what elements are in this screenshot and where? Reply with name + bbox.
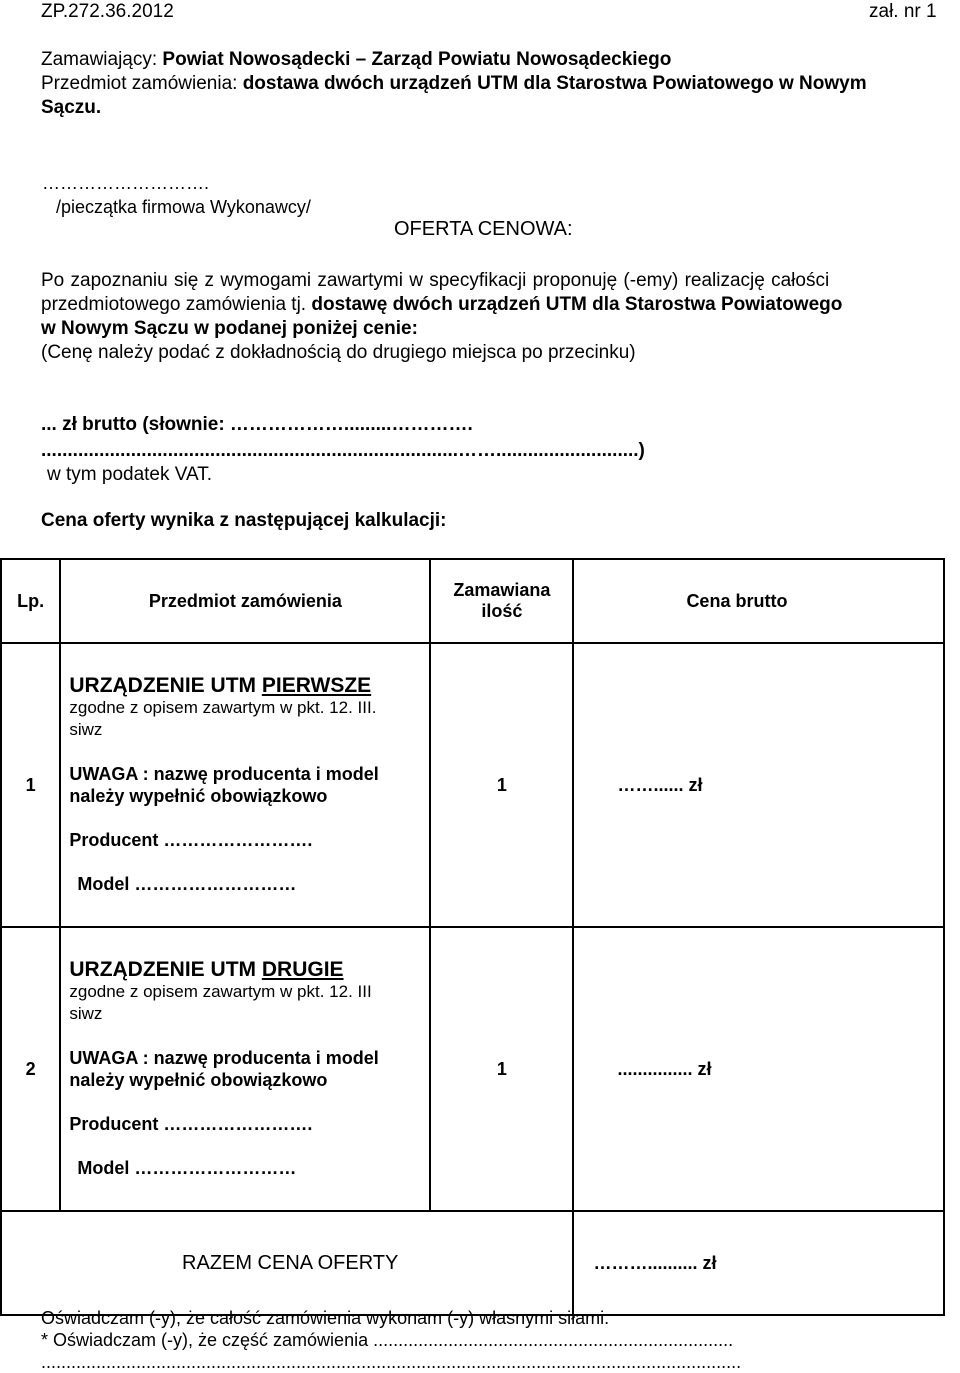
row-lp: 2 — [1, 927, 60, 1211]
footer-line-2: * Oświadczam (-y), że część zamówienia ........................................................................ — [41, 1330, 734, 1350]
header-przedmiot: Przedmiot zamówienia — [60, 559, 430, 643]
zamawiajacy-line — [41, 49, 671, 71]
zamawiajacy-value: Powiat Nowosądecki – Zarząd Powiatu Nowosądeckiego — [162, 49, 672, 70]
stamp-dots: ………………………. — [42, 173, 210, 193]
table-header-row — [1, 559, 944, 643]
item-title — [69, 959, 429, 981]
offer-paragraph-plain: przedmiotowego zamówienia tj. — [41, 294, 312, 315]
price-line-1: ... zł brutto (słownie: ……………….........…………. — [41, 414, 473, 435]
item-note-line-1: UWAGA : nazwę producenta i model — [69, 1048, 379, 1068]
offer-title: OFERTA CENOWA: — [394, 218, 573, 240]
item-model-field[interactable]: Model ……………………… — [77, 874, 297, 894]
item-title-prefix: URZĄDZENIE UTM — [69, 958, 262, 981]
przedmiot-line — [41, 73, 867, 95]
total-value-cell[interactable] — [573, 1211, 944, 1315]
header-ilosc-line-1: Zamawiana — [453, 580, 551, 600]
item-title-underlined: PIERWSZE — [261, 674, 372, 697]
table-row — [1, 643, 944, 927]
row-ilosc: 1 — [430, 927, 573, 1211]
stamp-label: /pieczątka firmowa Wykonawcy/ — [56, 197, 311, 217]
item-spec-line-2: siwz — [69, 1004, 103, 1023]
row-cena-value: ……...... zł — [617, 774, 703, 795]
item-producent-field[interactable]: Producent ……………………. — [69, 830, 313, 850]
item-producent-field[interactable]: Producent ……………………. — [69, 1114, 313, 1134]
item-title — [69, 675, 429, 697]
row-cena[interactable] — [573, 643, 944, 927]
offer-paragraph-line-2 — [41, 294, 842, 316]
row-cena-value: ............... zł — [617, 1058, 712, 1079]
price-line-2: ...............................................................................……...........................) — [41, 440, 645, 461]
row-przedmiot — [60, 927, 430, 1211]
zamawiajacy-label: Zamawiający: — [41, 49, 163, 70]
item-note-line-2: należy wypełnić obowiązkowo — [69, 786, 328, 806]
offer-paragraph-line-4: (Cenę należy podać z dokładnością do drugiego miejsca po przecinku) — [41, 342, 636, 363]
offer-paragraph-line-3: w Nowym Sączu w podanej poniżej cenie: — [41, 318, 418, 339]
total-label-cell — [1, 1211, 573, 1315]
reference-number: ZP.272.36.2012 — [41, 1, 174, 22]
vat-line: w tym podatek VAT. — [47, 464, 213, 485]
item-title-underlined: DRUGIE — [261, 958, 344, 981]
offer-paragraph-bold: dostawę dwóch urządzeń UTM dla Starostwa Powiatowego — [311, 294, 843, 315]
footer-line-3: ............................................................................................................................................ — [41, 1352, 742, 1372]
calculation-table — [0, 558, 945, 1316]
item-model-field[interactable]: Model ……………………… — [77, 1158, 297, 1178]
item-spec-line-2: siwz — [69, 720, 103, 739]
item-note-line-1: UWAGA : nazwę producenta i model — [69, 764, 379, 784]
footer-line-1: Oświadczam (-y), że całość zamówienia wykonam (-y) własnymi siłami. — [41, 1308, 610, 1328]
item-description — [61, 959, 429, 1179]
header-cena — [573, 559, 944, 643]
item-note-line-2: należy wypełnić obowiązkowo — [69, 1070, 328, 1090]
item-title-prefix: URZĄDZENIE UTM — [69, 674, 262, 697]
przedmiot-label: Przedmiot zamówienia: — [41, 73, 243, 94]
item-description — [61, 675, 429, 895]
row-przedmiot — [60, 643, 430, 927]
header-ilosc-line-2: ilość — [481, 601, 523, 621]
table-row — [1, 927, 944, 1211]
item-spec-line-1: zgodne z opisem zawartym w pkt. 12. III — [69, 982, 372, 1001]
attachment-label: zał. nr 1 — [869, 1, 937, 22]
total-label: RAZEM CENA OFERTY — [182, 1251, 399, 1274]
item-spec-line-1: zgodne z opisem zawartym w pkt. 12. III. — [69, 698, 377, 717]
total-value: ……….......... zł — [593, 1252, 717, 1273]
przedmiot-value: dostawa dwóch urządzeń UTM dla Starostwa Powiatowego w Nowym — [242, 73, 867, 94]
header-cena-label: Cena brutto — [686, 590, 788, 611]
header-lp: Lp. — [1, 559, 60, 643]
row-lp: 1 — [1, 643, 60, 927]
row-cena[interactable] — [573, 927, 944, 1211]
offer-paragraph-line-1: Po zapoznaniu się z wymogami zawartymi w specyfikacji proponuję (-emy) realizację całości — [41, 270, 830, 291]
header-ilosc — [430, 559, 573, 643]
row-ilosc: 1 — [430, 643, 573, 927]
total-row — [1, 1211, 944, 1315]
calc-heading: Cena oferty wynika z następującej kalkulacji: — [41, 510, 447, 531]
przedmiot-line-2: Sączu. — [41, 97, 102, 118]
